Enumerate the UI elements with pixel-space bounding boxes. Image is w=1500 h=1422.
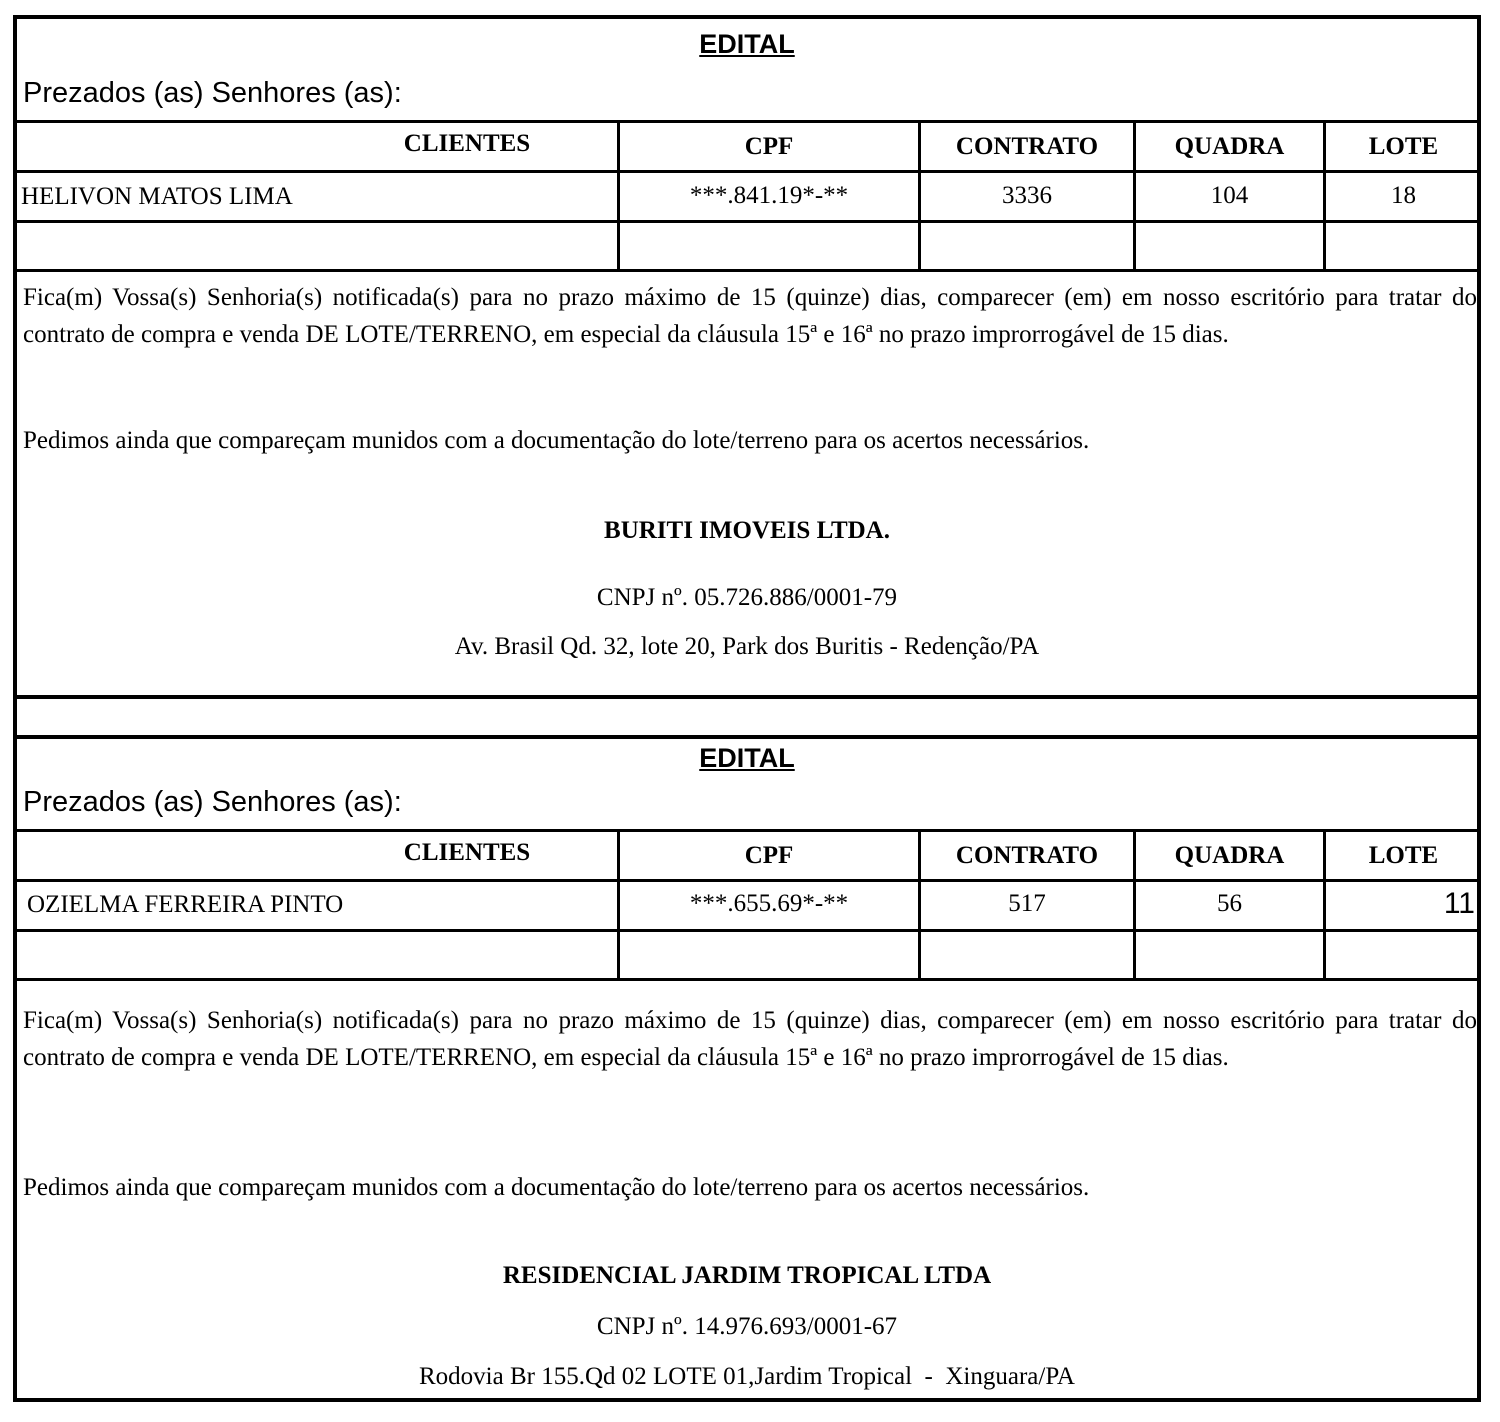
notification-paragraph: Fica(m) Vossa(s) Senhoria(s) notificada(s) para no prazo máximo de 15 (quinze) dias, comparecer (em) em nosso escritório para tratar do contrato de compra e venda DE LOTE/TERRENO, em especial da cláusula 15ª e 16ª no prazo improrrogável de 15 dias. — [23, 284, 1477, 348]
table-border — [17, 269, 1477, 272]
table-border — [17, 120, 1477, 123]
edital-title: EDITAL — [699, 743, 795, 773]
cell-lote: 11 — [1443, 887, 1475, 920]
company-name: BURITI IMOVEIS LTDA. — [604, 517, 890, 544]
company-cnpj: CNPJ nº. 05.726.886/0001-79 — [596, 584, 898, 611]
company-address: Av. Brasil Qd. 32, lote 20, Park dos Buritis - Redenção/PA — [454, 633, 1040, 660]
cell-cliente: HELIVON MATOS LIMA — [21, 183, 293, 210]
documentation-paragraph: Pedimos ainda que compareçam munidos com a documentação do lote/terreno para os acertos necessários. — [23, 427, 1090, 454]
company-cnpj: CNPJ nº. 14.976.693/0001-67 — [596, 1313, 898, 1340]
cell-quadra: 104 — [1210, 182, 1249, 209]
header-lote: LOTE — [1368, 133, 1439, 160]
header-quadra: QUADRA — [1174, 842, 1285, 869]
table-border — [17, 929, 1477, 932]
cell-quadra: 56 — [1217, 890, 1242, 917]
header-lote: LOTE — [1368, 842, 1439, 869]
cell-cpf: ***.655.69*-** — [689, 890, 849, 917]
greeting: Prezados (as) Senhores (as): — [23, 786, 402, 818]
header-quadra: QUADRA — [1174, 133, 1285, 160]
documentation-paragraph: Pedimos ainda que compareçam munidos com a documentação do lote/terreno para os acertos necessários. — [23, 1174, 1090, 1201]
cell-contrato: 517 — [1008, 890, 1046, 917]
header-contrato: CONTRATO — [955, 842, 1099, 869]
notification-paragraph: Fica(m) Vossa(s) Senhoria(s) notificada(s) para no prazo máximo de 15 (quinze) dias, comparecer (em) em nosso escritório para tratar do contrato de compra e venda DE LOTE/TERRENO, em especial da cláusula 15ª e 16ª no prazo improrrogável de 15 dias. — [23, 1007, 1477, 1071]
table-border — [17, 170, 1477, 173]
cell-cliente: OZIELMA FERREIRA PINTO — [27, 891, 344, 918]
header-clientes: CLIENTES — [403, 130, 531, 157]
header-clientes: CLIENTES — [403, 839, 531, 866]
document-frame — [13, 15, 1481, 1402]
greeting: Prezados (as) Senhores (as): — [23, 77, 402, 109]
company-name: RESIDENCIAL JARDIM TROPICAL LTDA — [502, 1262, 992, 1289]
table-border — [17, 220, 1477, 223]
edital-title: EDITAL — [699, 29, 795, 59]
company-address: Rodovia Br 155.Qd 02 LOTE 01,Jardim Tropical - Xinguara/PA — [419, 1363, 1075, 1390]
header-cpf: CPF — [744, 842, 794, 869]
cell-lote: 18 — [1391, 182, 1416, 209]
header-contrato: CONTRATO — [955, 133, 1099, 160]
section-divider — [17, 695, 1477, 699]
table-border — [17, 879, 1477, 882]
table-border — [17, 978, 1477, 981]
cell-contrato: 3336 — [1002, 182, 1052, 209]
header-cpf: CPF — [744, 133, 794, 160]
section-divider — [17, 735, 1477, 739]
cell-cpf: ***.841.19*-** — [689, 182, 849, 209]
table-border — [17, 829, 1477, 832]
